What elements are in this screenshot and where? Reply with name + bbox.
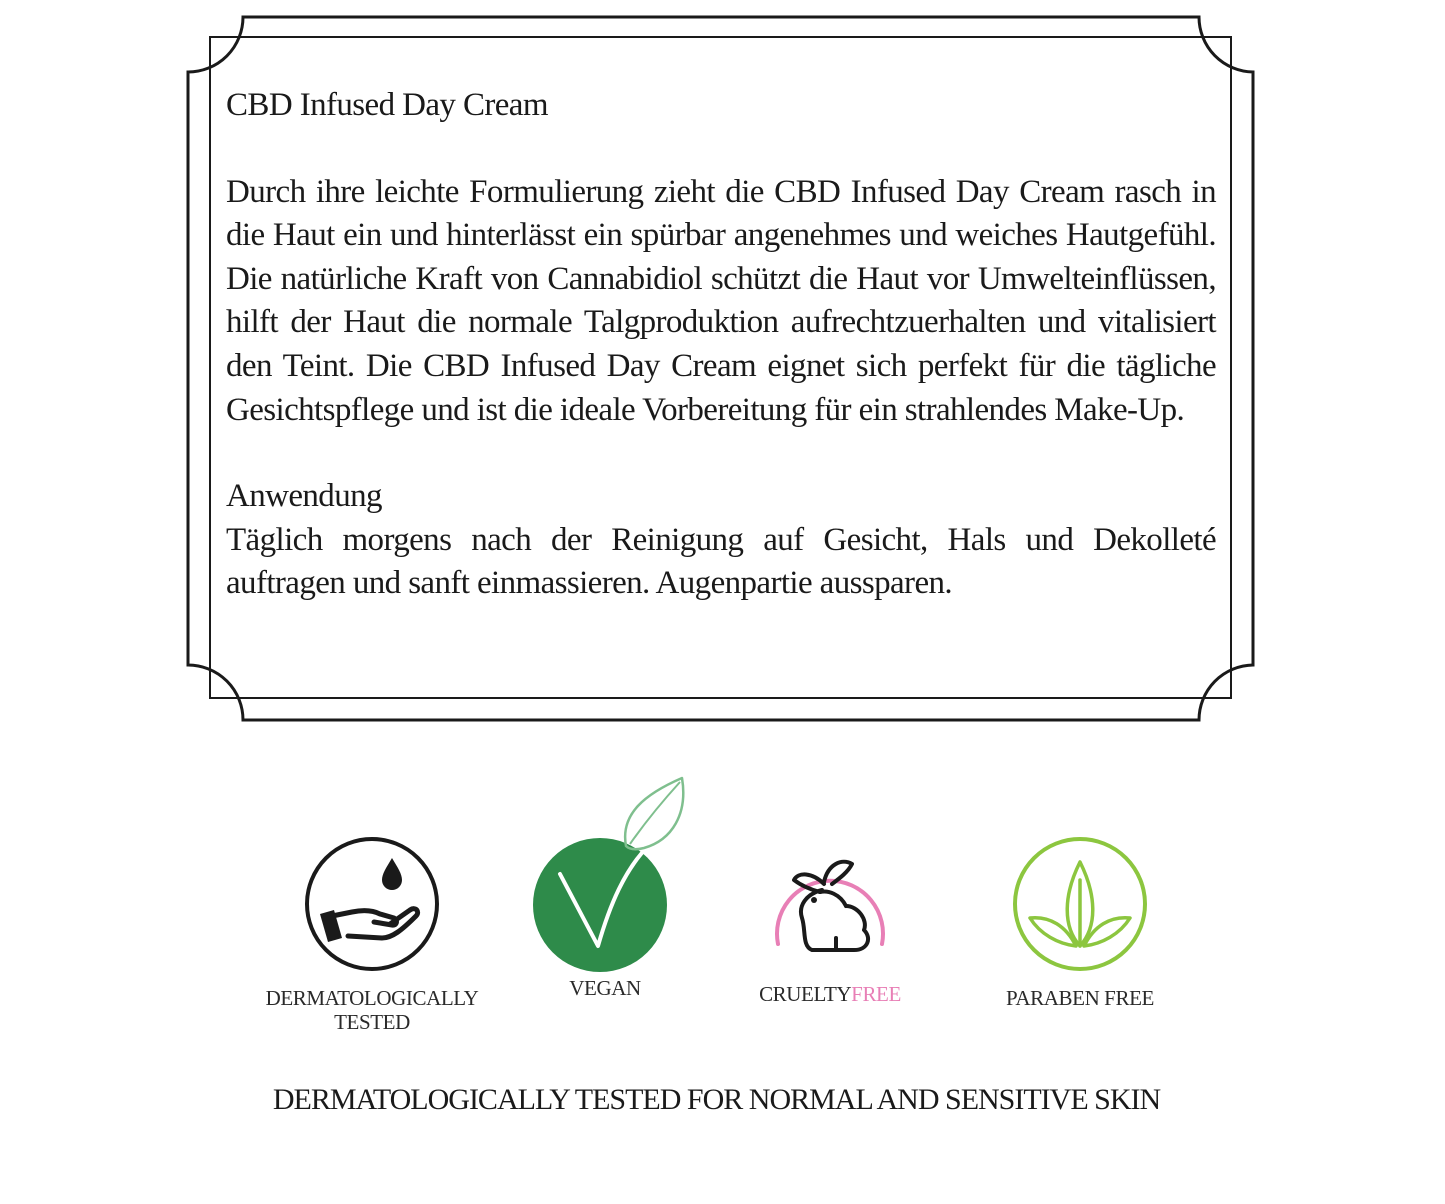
vegan-leaf-check-icon [520,774,690,974]
badge-label-cruelty: CRUELTY [759,982,852,1006]
footer-note: DERMATOLOGICALLY TESTED FOR NORMAL AND SENSITIVE SKIN [272,1083,1161,1116]
badge-label: VEGAN [569,976,641,1000]
product-info-card [226,84,1216,606]
badge-vegan [520,774,690,1000]
product-title: CBD Infused Day Cream [226,87,548,123]
badge-cruelty-free [730,834,930,1006]
badge-paraben-free [980,834,1180,1010]
hand-water-drop-icon [302,834,442,974]
badge-label-line1: DERMATOLOGICALLY [265,986,479,1010]
usage-instructions: Täglich morgens nach der Reinigung auf Gesicht, Hals und Dekolleté auftragen und sanft einmassieren. Augenpartie aussparen. [226,521,1216,602]
badge-label: PARABEN FREE [1006,986,1154,1010]
usage-heading: Anwendung [226,478,382,515]
product-description: Durch ihre leichte Formulierung zieht die CBD Infused Day Cream rasch in die Haut ein und hinterlässt ein spürbar angenehmes und weiches Hautgefühl. Die natürliche Kraft von Cannabidiol schützt die Haut vor Umwelteinflüssen, hilft der Haut die normale Talgproduktion aufrechtzuerhalten und vitalisiert den Teint. Die CBD Infused Day Cream eignet sich perfekt für die tägliche Gesichtspflege und ist die ideale Vorbereitung für ein strahlendes Make-Up. [226,173,1216,428]
badge-label-free: FREE [851,982,901,1006]
badge-dermatologically-tested [252,834,492,1034]
bunny-icon [750,834,910,974]
badge-label-line2: TESTED [334,1010,410,1034]
leaves-icon [1010,834,1150,974]
